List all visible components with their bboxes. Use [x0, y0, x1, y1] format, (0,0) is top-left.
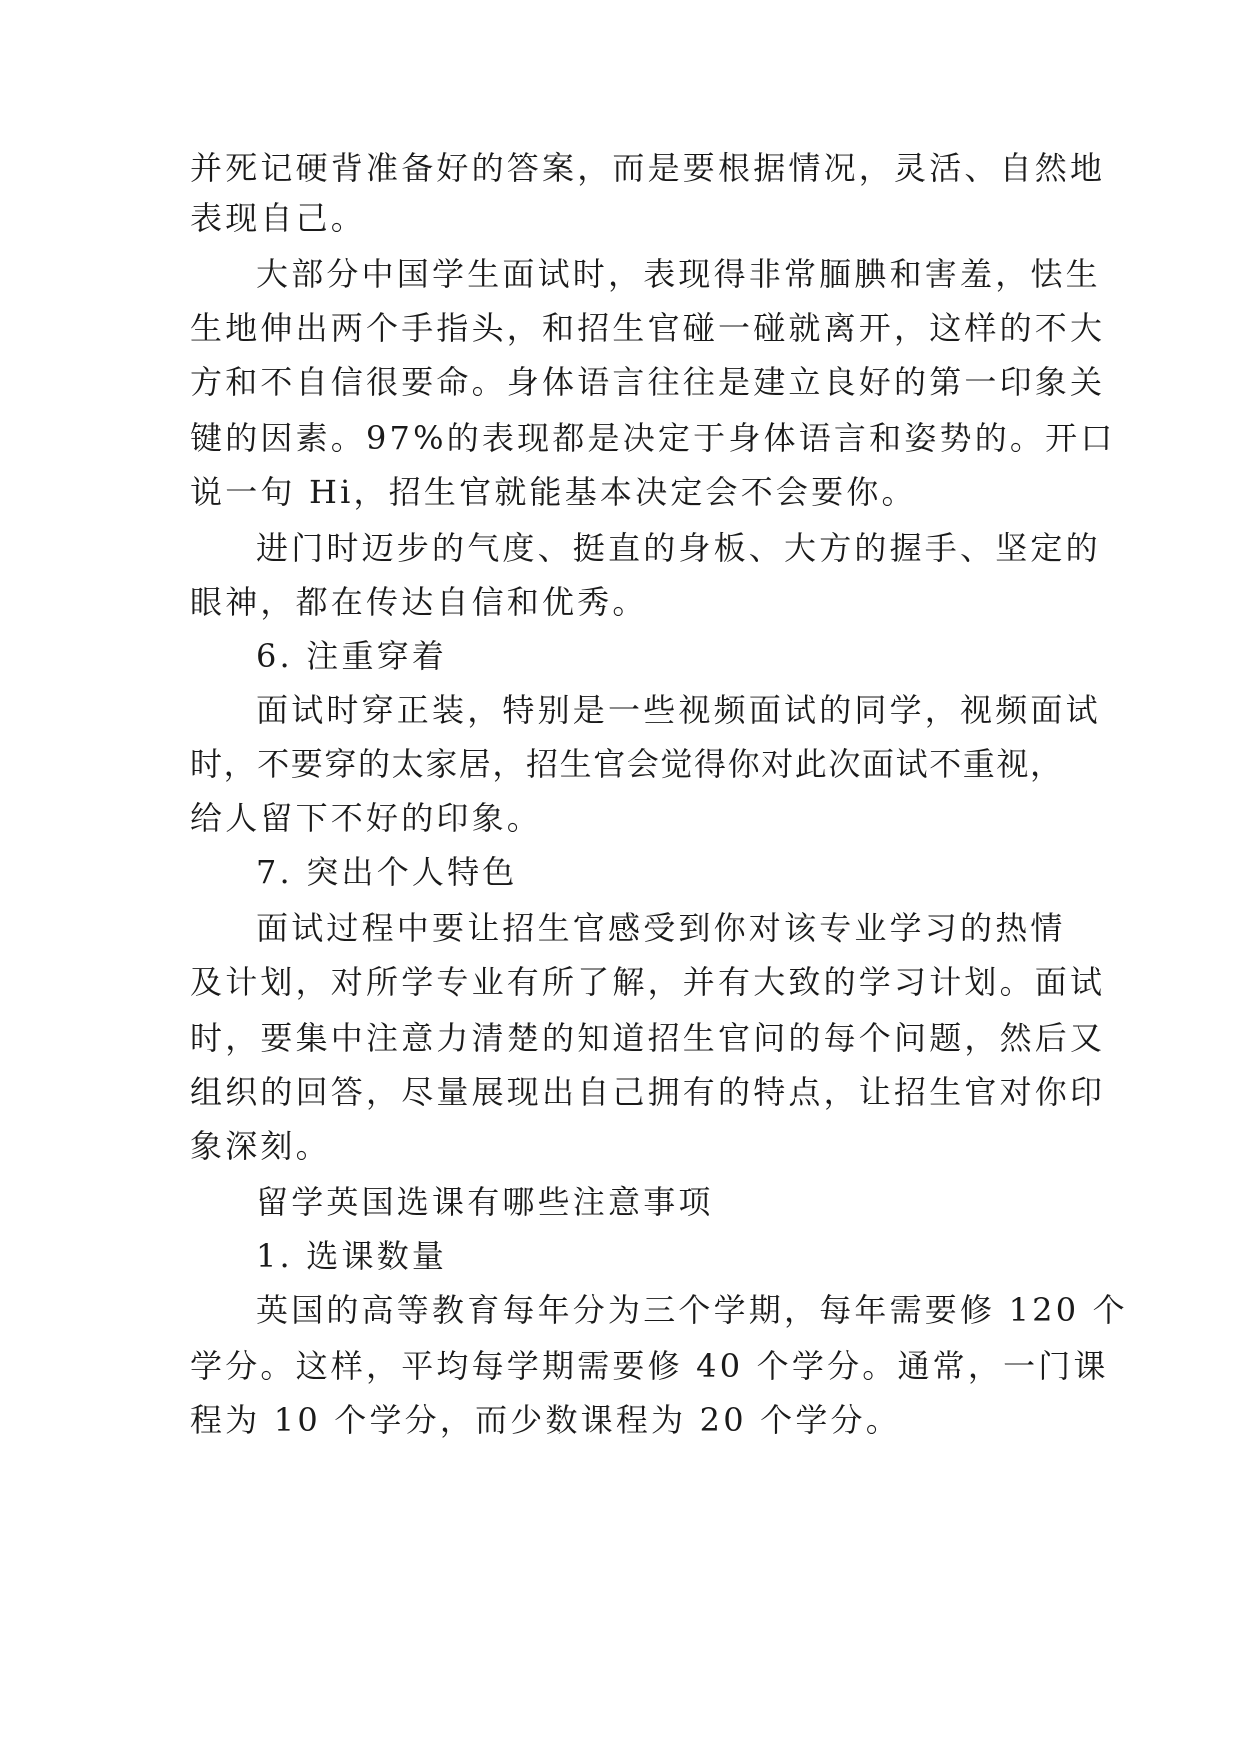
- paragraph-line: 时，不要穿的太家居，招生官会觉得你对此次面试不重视，: [190, 745, 1064, 783]
- section-heading: 6. 注重穿着: [256, 637, 448, 675]
- section-heading: 留学英国选课有哪些注意事项: [256, 1183, 714, 1221]
- paragraph-line: 生地伸出两个手指头，和招生官碰一碰就离开，这样的不大: [190, 309, 1106, 347]
- paragraph-line: 方和不自信很要命。身体语言往往是建立良好的第一印象关: [190, 363, 1106, 401]
- paragraph-line: 眼神，都在传达自信和优秀。: [190, 583, 648, 621]
- paragraph-line: 给人留下不好的印象。: [190, 799, 543, 837]
- section-heading: 7. 突出个人特色: [256, 853, 518, 891]
- paragraph-line: 学分。这样，平均每学期需要修 40 个学分。通常，一门课: [190, 1347, 1109, 1385]
- paragraph-line: 面试时穿正装，特别是一些视频面试的同学，视频面试: [256, 691, 1101, 729]
- paragraph-line: 说一句 Hi，招生官就能基本决定会不会要你。: [190, 473, 917, 511]
- paragraph-line: 大部分中国学生面试时，表现得非常腼腆和害羞，怯生: [256, 255, 1101, 293]
- paragraph-line: 象深刻。: [190, 1127, 331, 1165]
- paragraph-line: 并死记硬背准备好的答案，而是要根据情况，灵活、自然地: [190, 149, 1106, 187]
- paragraph-line: 程为 10 个学分，而少数课程为 20 个学分。: [190, 1401, 901, 1439]
- paragraph-line: 进门时迈步的气度、挺直的身板、大方的握手、坚定的: [256, 529, 1101, 567]
- section-heading: 1. 选课数量: [256, 1237, 448, 1275]
- paragraph-line: 时，要集中注意力清楚的知道招生官问的每个问题，然后又: [190, 1019, 1106, 1057]
- paragraph-line: 键的因素。97%的表现都是决定于身体语言和姿势的。开口: [190, 419, 1116, 457]
- paragraph-line: 面试过程中要让招生官感受到你对该专业学习的热情: [256, 909, 1066, 947]
- paragraph-line: 及计划，对所学专业有所了解，并有大致的学习计划。面试: [190, 963, 1106, 1001]
- paragraph-line: 组织的回答，尽量展现出自己拥有的特点，让招生官对你印: [190, 1073, 1106, 1111]
- paragraph-line: 英国的高等教育每年分为三个学期，每年需要修 120 个: [256, 1291, 1128, 1329]
- paragraph-line: 表现自己。: [190, 199, 367, 237]
